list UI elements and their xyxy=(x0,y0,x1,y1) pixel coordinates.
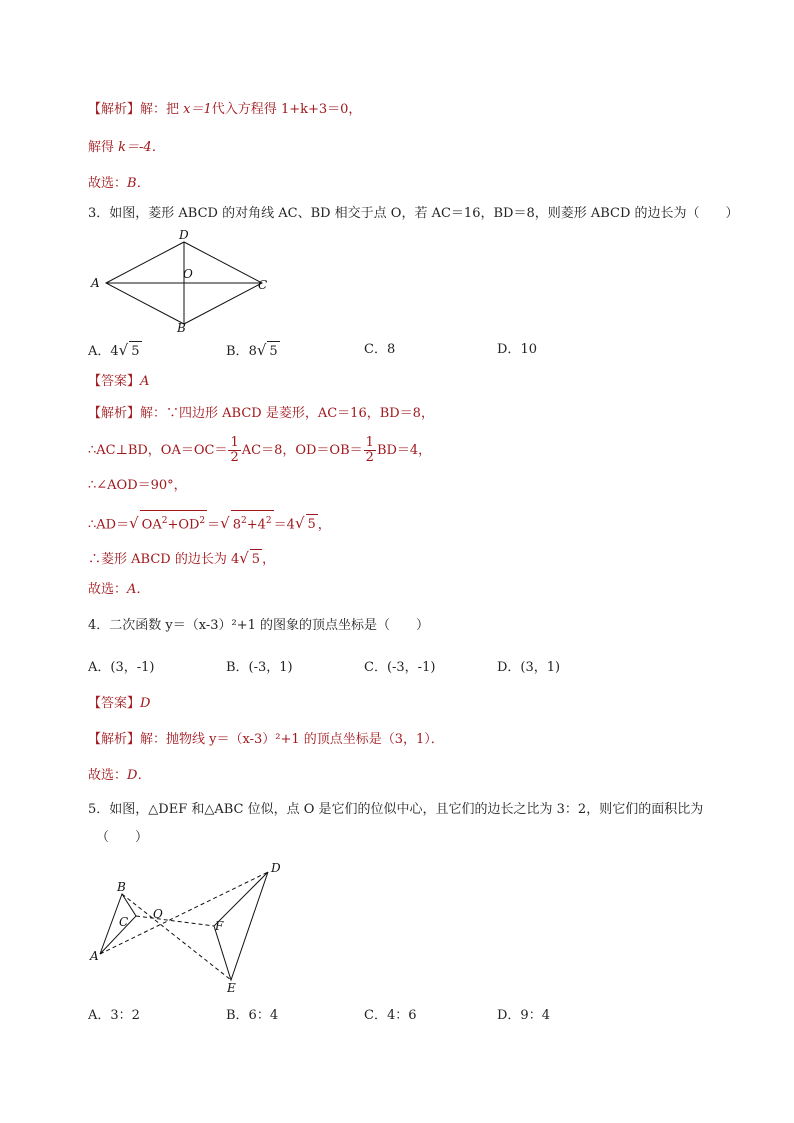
question-number: 4． xyxy=(88,618,110,633)
exponent: 2 xyxy=(265,516,272,526)
exponent: 2 xyxy=(241,516,247,526)
analysis-line xyxy=(88,476,187,496)
option-key: D． xyxy=(497,342,521,357)
analysis-text: AC＝8，OD＝OB＝ xyxy=(241,443,363,458)
option-key: A． xyxy=(88,344,111,359)
answer: D． xyxy=(127,768,151,783)
option-D[interactable]: D．9：4 xyxy=(497,1008,550,1023)
analysis-text: ∴菱形 ABCD 的边长为 4 xyxy=(88,552,240,567)
analysis-text: ∴AC⊥BD，OA＝OC＝ xyxy=(88,443,228,458)
analysis-tag: 【解析】 xyxy=(88,732,141,747)
option-A[interactable]: A．(3，-1) xyxy=(88,660,155,675)
option-text: 10 xyxy=(520,342,537,357)
answer-tag: 【答案】 xyxy=(88,374,141,389)
radicand: 5 xyxy=(306,514,318,535)
radical-term: +OD xyxy=(167,517,200,533)
option-C[interactable] xyxy=(364,340,395,360)
option-C[interactable]: C．(-3，-1) xyxy=(364,660,436,675)
option-C[interactable]: C．4：6 xyxy=(364,1008,417,1023)
label-B: B xyxy=(117,880,126,894)
question-5-stem xyxy=(88,800,703,820)
label-B: B xyxy=(177,321,186,335)
option-key: B． xyxy=(226,344,249,359)
text: 故选： xyxy=(88,176,128,191)
answer-line xyxy=(88,694,150,714)
label-F: F xyxy=(215,919,224,933)
denominator: 2 xyxy=(365,450,374,465)
equals: ＝ xyxy=(207,517,221,533)
answer-value: D xyxy=(140,696,151,711)
homothety-figure xyxy=(86,858,296,998)
option-D[interactable] xyxy=(497,340,537,360)
analysis-line xyxy=(88,138,165,158)
answer-value: A xyxy=(140,374,150,389)
option-B[interactable]: B．(-3，1) xyxy=(226,660,293,675)
label-D: D xyxy=(271,861,281,875)
question-text: 如图，△DEF 和△ABC 位似，点 O 是它们的位似中心，且它们的边长之比为 3：2，则它们的面积比为 xyxy=(109,802,704,817)
label-O: O xyxy=(153,907,163,921)
analysis-text: ∴∠AOD＝90°， xyxy=(88,478,187,493)
fraction xyxy=(364,436,376,465)
option-B[interactable]: B．8√ 5 xyxy=(226,340,280,362)
answer-tag: 【答案】 xyxy=(88,696,141,711)
label-O: O xyxy=(183,267,193,281)
analysis-text: ∴AD＝ xyxy=(88,517,130,533)
fraction xyxy=(228,436,240,465)
analysis-line: ∴AD＝√ $OA^2+OD^2$ ＝√ $8^2+4^2 =4√$ 5 ， xyxy=(88,510,331,535)
analysis-text: 故选： xyxy=(88,582,128,597)
analysis-line xyxy=(88,404,434,424)
question-5-stem-cont: （ ） xyxy=(96,830,149,845)
equation: 1+k+3＝0， xyxy=(280,102,362,117)
question-text: 如图，菱形 ABCD 的对角线 AC、BD 相交于点 O，若 AC＝16，BD＝8，则菱形 ABCD 的边长为（ ） xyxy=(109,206,739,221)
denominator: 2 xyxy=(230,450,239,465)
label-A: A xyxy=(91,276,100,290)
rhombus-figure xyxy=(86,226,276,336)
radical xyxy=(231,510,274,535)
equation: k＝-4． xyxy=(118,140,165,155)
answer: A． xyxy=(127,582,150,597)
label-C: C xyxy=(119,915,129,929)
option-B[interactable]: B．6：4 xyxy=(226,1008,279,1023)
analysis-line xyxy=(88,730,444,750)
option-key: C． xyxy=(364,342,387,357)
analysis-text: 解：抛物线 y＝（x-3）²+1 的顶点坐标是（3，1）． xyxy=(140,732,444,747)
option-A[interactable]: A．3：2 xyxy=(88,1008,140,1023)
label-A: A xyxy=(90,949,99,963)
label-E: E xyxy=(227,981,236,995)
option-A[interactable]: A．4√ 5 xyxy=(88,340,142,362)
exponent: 2 xyxy=(161,516,168,526)
option-radicand: 5 xyxy=(129,341,141,362)
question-4-stem xyxy=(88,616,429,636)
analysis-text: BD＝4， xyxy=(376,443,432,458)
analysis-line xyxy=(88,100,361,120)
radical xyxy=(140,510,208,535)
option-coef: 8 xyxy=(248,344,257,359)
numerator: 1 xyxy=(230,435,239,450)
answer-line xyxy=(88,372,149,392)
equation: x＝1 xyxy=(183,102,212,117)
analysis-tag: 【解析】 xyxy=(88,406,141,421)
analysis-line xyxy=(88,766,150,786)
analysis-text: 解：∵四边形 ABCD 是菱形，AC＝16，BD＝8， xyxy=(140,406,434,421)
text: 代入方程得 xyxy=(211,102,277,117)
analysis-text: 故选： xyxy=(88,768,128,783)
option-coef: 4 xyxy=(110,344,119,359)
radical-term: +4 xyxy=(246,517,266,533)
analysis-line xyxy=(88,436,431,465)
question-text: 二次函数 y＝（x-3）²+1 的图象的顶点坐标是（ ） xyxy=(109,618,430,633)
label-D: D xyxy=(179,228,189,242)
analysis-line xyxy=(88,174,150,194)
option-D[interactable]: D．(3，1) xyxy=(497,660,561,675)
analysis-text: ， xyxy=(262,552,276,567)
analysis-line: ∴菱形 ABCD 的边长为 4√ 5 ， xyxy=(88,548,275,570)
text: 解得 xyxy=(88,140,115,155)
question-number: 5． xyxy=(88,802,110,817)
analysis-text: ， xyxy=(317,517,331,533)
label-C: C xyxy=(258,278,268,292)
exponent: 2 xyxy=(199,516,206,526)
text: 解：把 xyxy=(140,102,180,117)
radical-term: OA xyxy=(141,517,162,533)
radicand: 5 xyxy=(250,549,262,570)
analysis-text: ＝4 xyxy=(273,517,295,533)
question-3-stem xyxy=(88,204,739,224)
option-radicand: 5 xyxy=(267,341,279,362)
radical-term: 8 xyxy=(232,517,242,533)
analysis-tag: 【解析】 xyxy=(88,102,141,117)
option-text: 8 xyxy=(386,342,396,357)
answer: B． xyxy=(127,176,150,191)
question-number: 3． xyxy=(88,206,110,221)
numerator: 1 xyxy=(365,435,374,450)
analysis-line xyxy=(88,580,149,600)
